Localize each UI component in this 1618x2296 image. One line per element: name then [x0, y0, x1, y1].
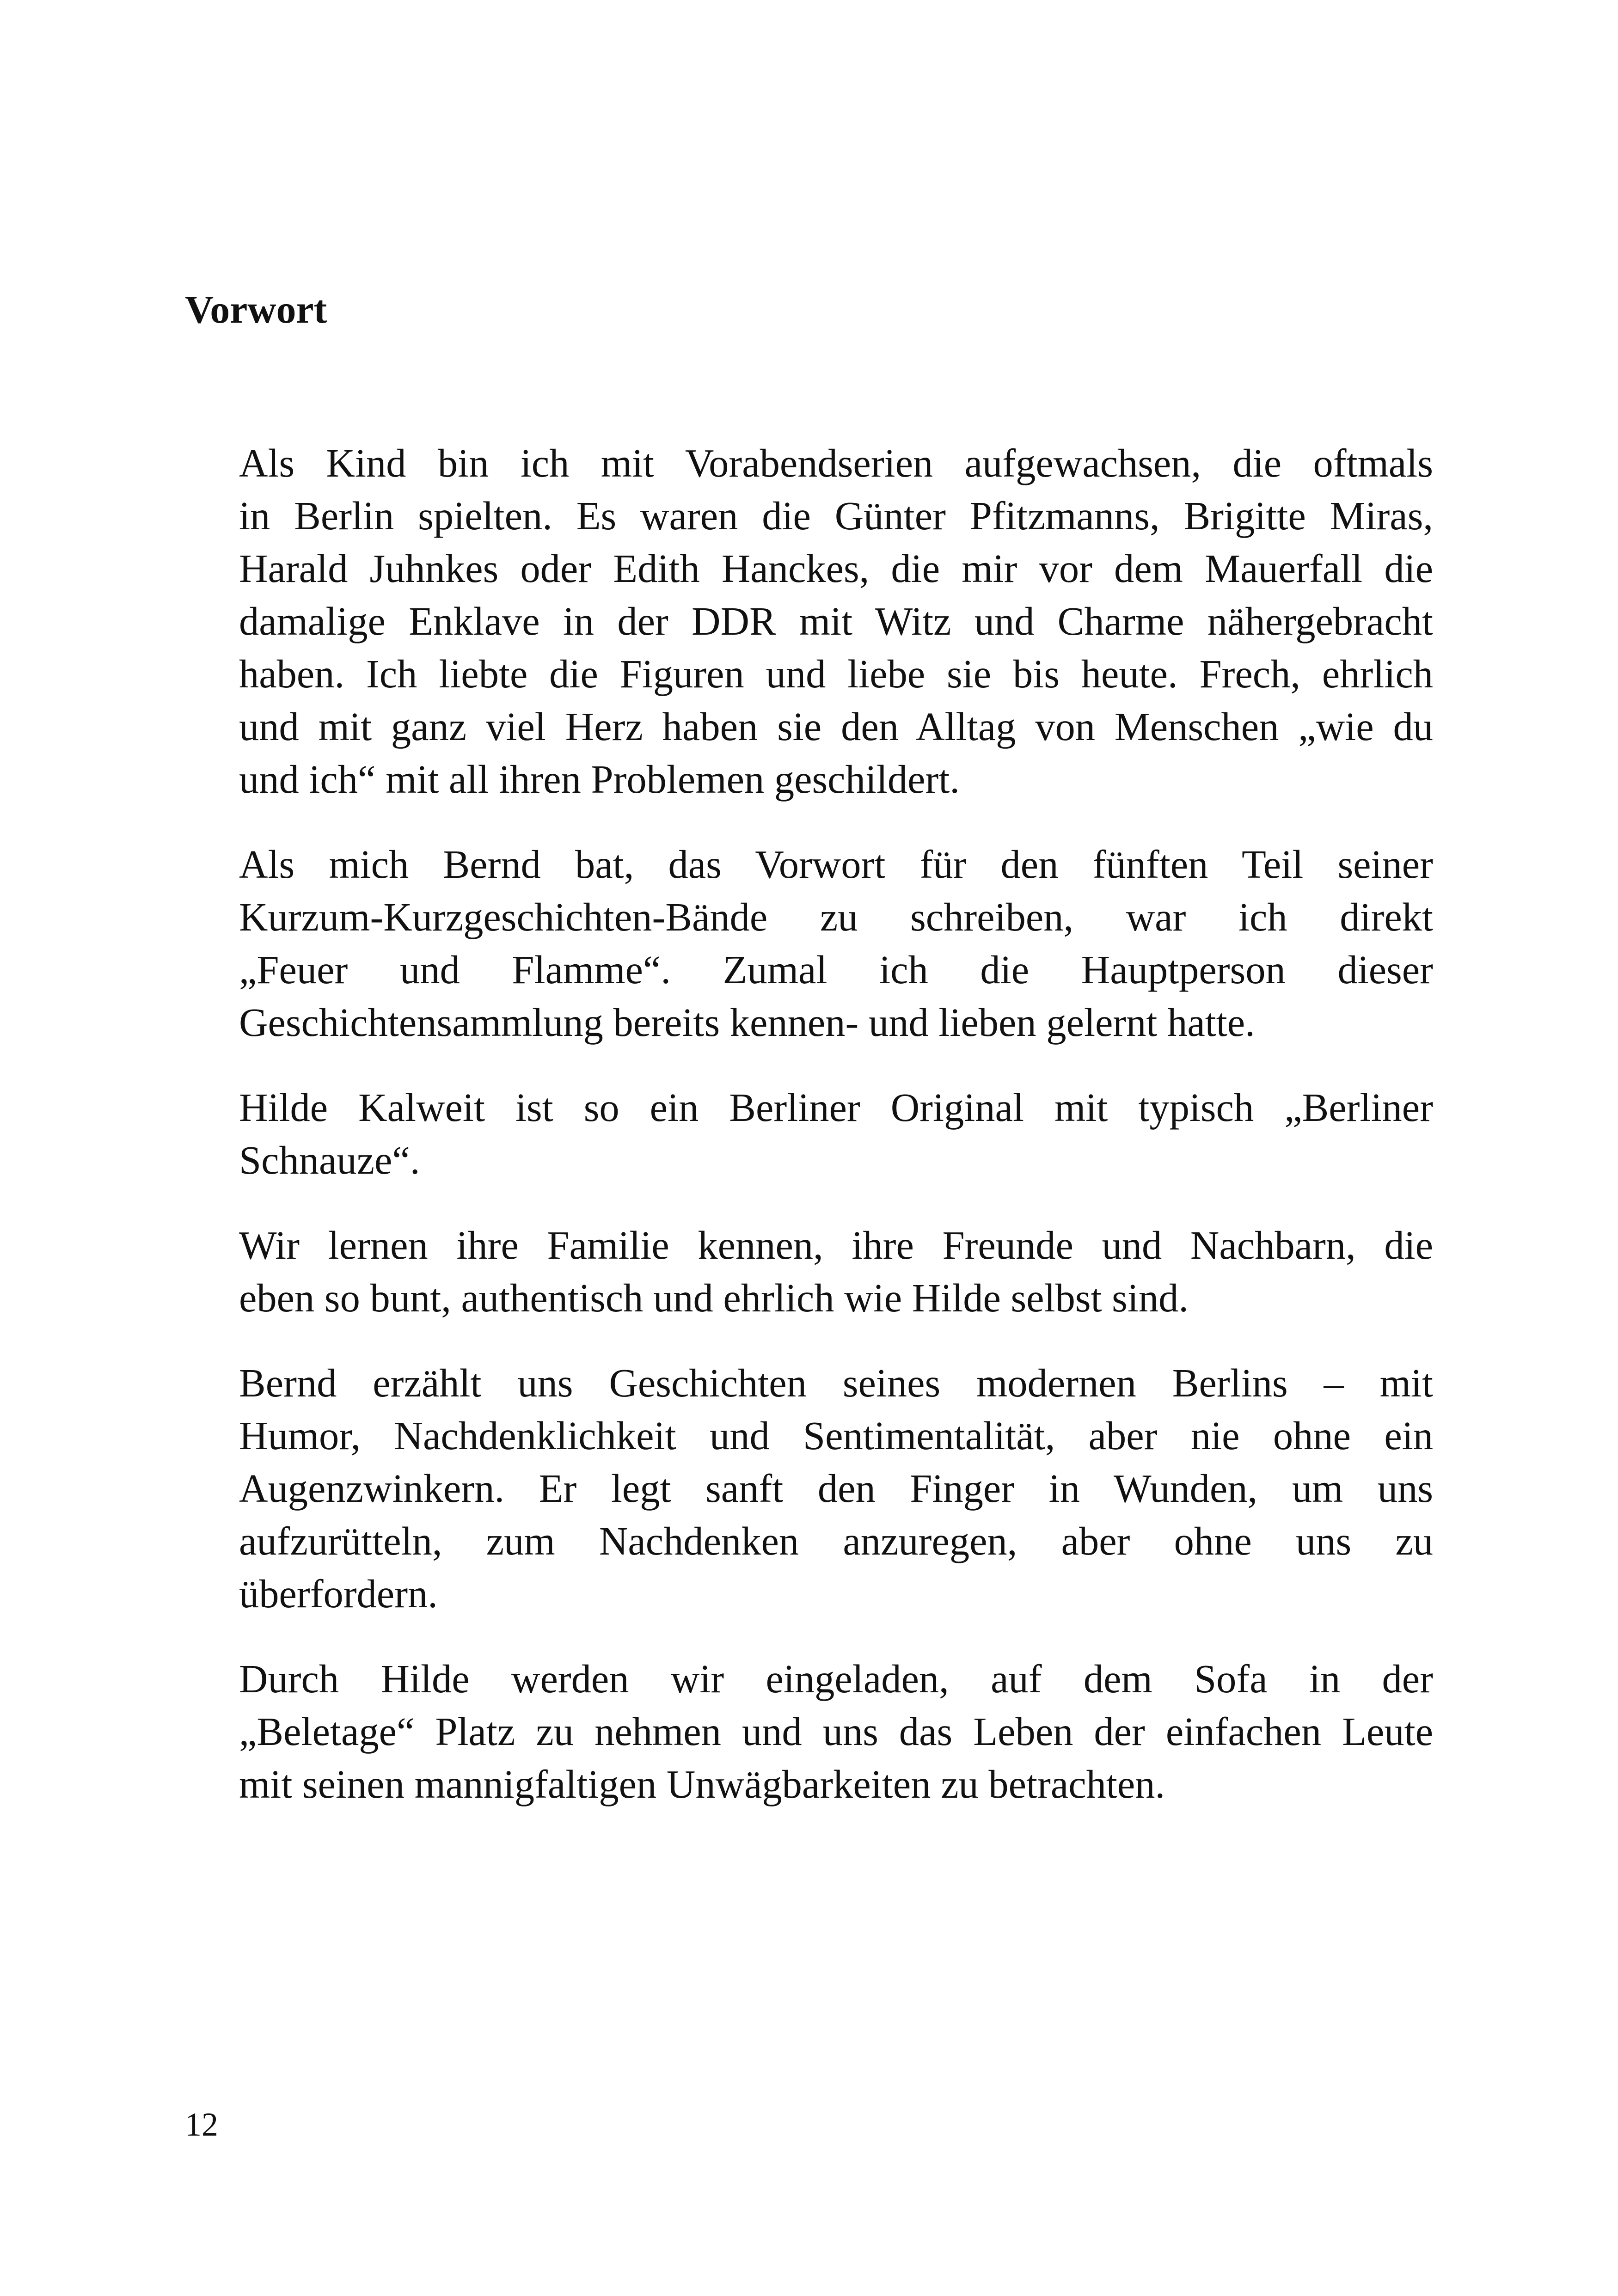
text-line: Als mich Bernd bat, das Vorwort für den fünften Teil seiner [239, 842, 1433, 887]
text-line: Schnauze“. [239, 1138, 420, 1182]
text-line: eben so bunt, authentisch und ehrlich wie Hilde selbst sind. [239, 1276, 1189, 1320]
paragraph [185, 1357, 1433, 1620]
text-line: haben. Ich liebte die Figuren und liebe sie bis heute. Frech, ehrlich [239, 652, 1433, 696]
text-line: Kurzum-Kurzgeschichten-Bände zu schreiben, war ich direkt [239, 895, 1433, 939]
paragraph [185, 1653, 1433, 1811]
chapter-heading: Vorwort [185, 287, 327, 331]
text-line: Bernd erzählt uns Geschichten seines modernen Berlins – mit [239, 1361, 1433, 1405]
page-number: 12 [185, 2106, 218, 2143]
text-line: Augenzwinkern. Er legt sanft den Finger in Wunden, um uns [239, 1466, 1433, 1511]
text-line: „Feuer und Flamme“. Zumal ich die Hauptperson dieser [239, 948, 1433, 992]
text-line: Hilde Kalweit ist so ein Berliner Original mit typisch „Berliner [239, 1085, 1433, 1130]
text-line: aufzurütteln, zum Nachdenken anzuregen, aber ohne uns zu [239, 1519, 1433, 1563]
paragraph [185, 437, 1433, 806]
text-line: überfordern. [239, 1572, 438, 1616]
body-text [185, 437, 1433, 1843]
text-line: Durch Hilde werden wir eingeladen, auf dem Sofa in der [239, 1657, 1433, 1701]
text-line: „Beletage“ Platz zu nehmen und uns das Leben der einfachen Leute [239, 1709, 1433, 1754]
text-line: damalige Enklave in der DDR mit Witz und Charme nähergebracht [239, 599, 1433, 643]
text-line: Als Kind bin ich mit Vorabendserien aufgewachsen, die oftmals [239, 441, 1433, 485]
text-line: in Berlin spielten. Es waren die Günter Pfitzmanns, Brigitte Miras, [239, 494, 1433, 538]
text-line: und mit ganz viel Herz haben sie den Alltag von Menschen „wie du [239, 704, 1433, 749]
paragraph [185, 1081, 1433, 1187]
text-line: Harald Juhnkes oder Edith Hanckes, die mir vor dem Mauerfall die [239, 546, 1433, 591]
text-line: Humor, Nachdenklichkeit und Sentimentalität, aber nie ohne ein [239, 1414, 1433, 1458]
text-line: Geschichtensammlung bereits kennen- und lieben gelernt hatte. [239, 1000, 1255, 1045]
text-line: Wir lernen ihre Familie kennen, ihre Freunde und Nachbarn, die [239, 1223, 1433, 1267]
text-line: mit seinen mannigfaltigen Unwägbarkeiten zu betrachten. [239, 1762, 1165, 1806]
text-line: und ich“ mit all ihren Problemen geschildert. [239, 757, 960, 802]
paragraph [185, 1219, 1433, 1324]
paragraph [185, 838, 1433, 1049]
